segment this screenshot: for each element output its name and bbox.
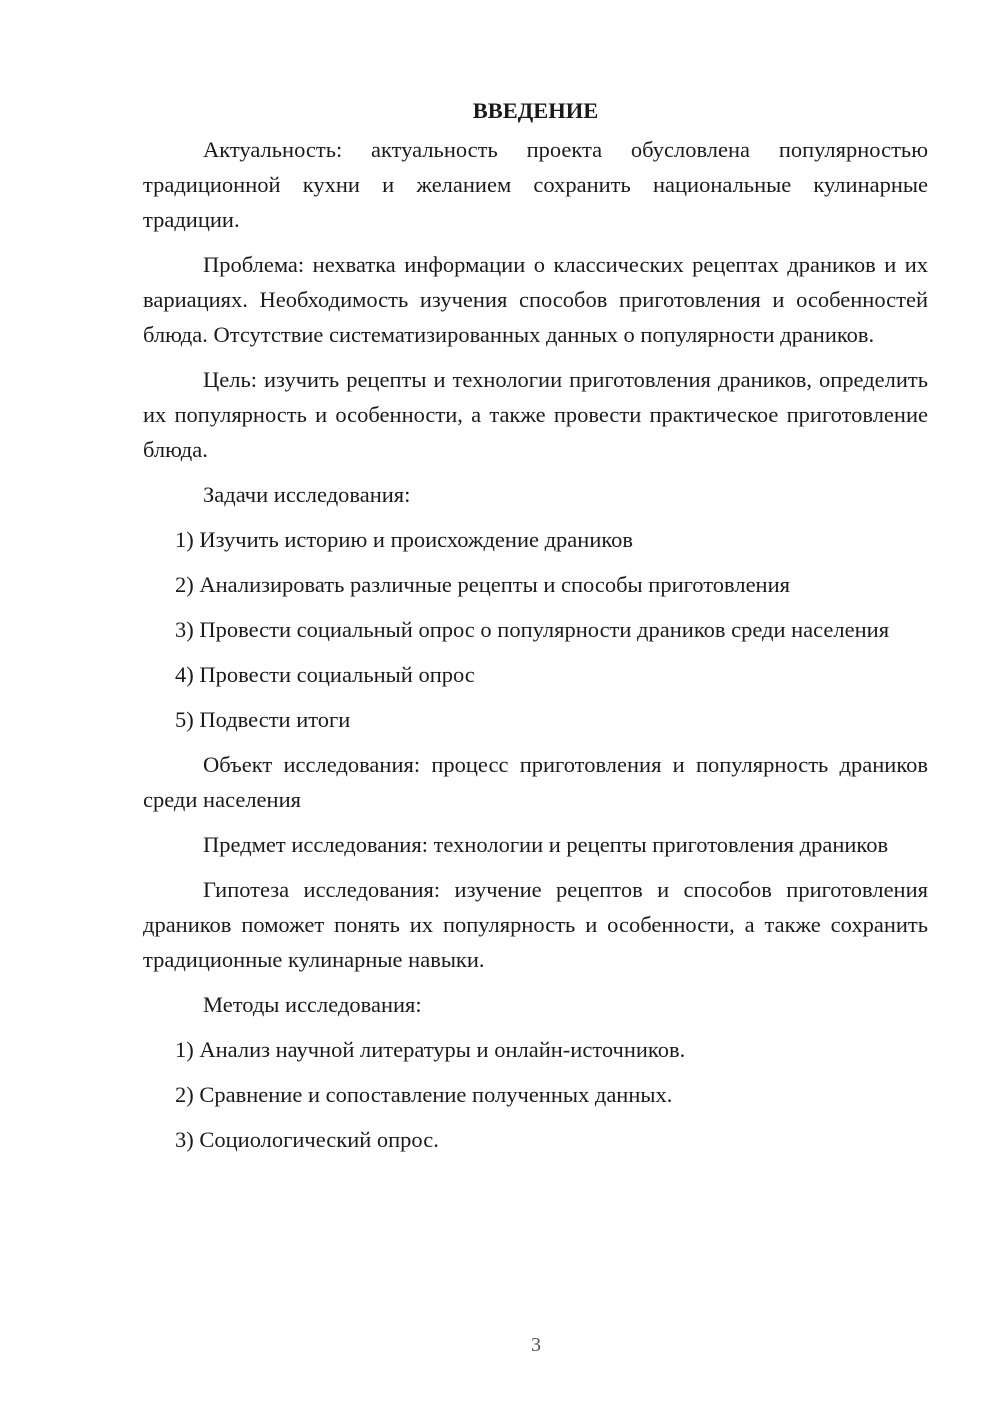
hypothesis-paragraph: Гипотеза исследования: изучение рецептов и способов приготовления драников поможет понять их популярность и особенности, а также сохранить традиционные кулинарные навыки.: [143, 877, 928, 972]
object-paragraph: Объект исследования: процесс приготовления и популярность драников среди населения: [143, 752, 928, 812]
task-item: 3) Провести социальный опрос о популярности драников среди населения: [175, 617, 890, 642]
document-body: [143, 96, 928, 1167]
page-title: ВВЕДЕНИЕ: [472, 98, 599, 123]
relevance-paragraph: Актуальность: актуальность проекта обусловлена популярностью традиционной кухни и желанием сохранить национальные кулинарные традиции.: [143, 137, 928, 232]
subject-paragraph: Предмет исследования: технологии и рецепты приготовления драников: [203, 832, 889, 857]
problem-paragraph: Проблема: нехватка информации о классических рецептах драников и их вариациях. Необходимость изучения способов приготовления и особенностей блюда. Отсутствие систематизированных данных о популярности драников.: [143, 252, 928, 347]
method-item: 2) Сравнение и сопоставление полученных данных.: [175, 1082, 673, 1107]
methods-heading: Методы исследования:: [203, 992, 422, 1017]
method-item: 3) Социологический опрос.: [175, 1127, 439, 1152]
task-item: 4) Провести социальный опрос: [175, 662, 475, 687]
page-number: 3: [531, 1334, 541, 1356]
method-item: 1) Анализ научной литературы и онлайн-источников.: [175, 1037, 686, 1062]
goal-paragraph: Цель: изучить рецепты и технологии приготовления драников, определить их популярность и особенности, а также провести практическое приготовление блюда.: [143, 367, 928, 462]
task-item: 1) Изучить историю и происхождение драников: [175, 527, 634, 552]
tasks-heading: Задачи исследования:: [203, 482, 411, 507]
task-item: 2) Анализировать различные рецепты и способы приготовления: [175, 572, 790, 597]
task-item: 5) Подвести итоги: [175, 707, 351, 732]
